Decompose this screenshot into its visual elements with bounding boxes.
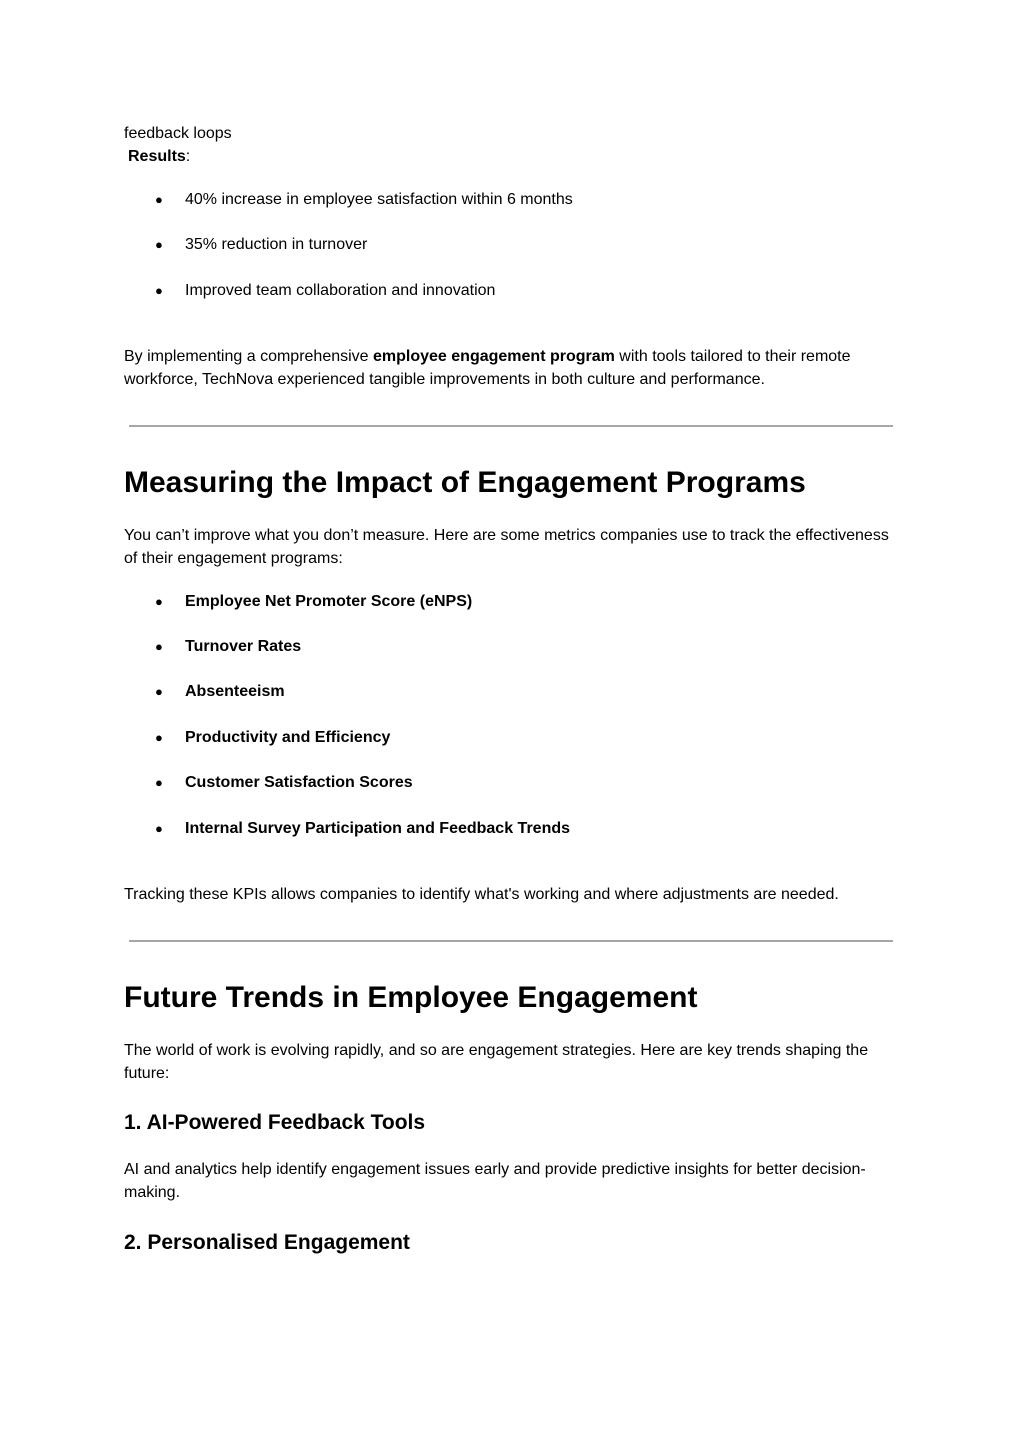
- continued-text: feedback loops: [124, 125, 232, 142]
- metric-item-text: Customer Satisfaction Scores: [185, 774, 413, 791]
- results-item-text: 40% increase in employee satisfaction within 6 months: [185, 191, 573, 208]
- bullet-icon: ●: [155, 237, 163, 252]
- results-colon: :: [185, 148, 191, 165]
- summary-bold-phrase: employee engagement program: [373, 348, 615, 365]
- summary-paragraph: [124, 345, 896, 391]
- trend-1-title: 1. AI-Powered Feedback Tools: [124, 1111, 426, 1134]
- bullet-icon: ●: [155, 594, 163, 609]
- metric-item-text: Productivity and Efficiency: [185, 729, 391, 746]
- section-divider: [129, 425, 893, 427]
- metric-item-text: Absenteeism: [185, 683, 285, 700]
- summary-text-after: with tools tailored to their remote workforce, TechNova experienced tangible improvements in both culture and performance.: [124, 348, 851, 388]
- bullet-icon: ●: [155, 775, 163, 790]
- metric-item-text: Employee Net Promoter Score (eNPS): [185, 593, 473, 610]
- bullet-icon: ●: [155, 684, 163, 699]
- bullet-icon: ●: [155, 639, 163, 654]
- bullet-icon: ●: [155, 821, 163, 836]
- summary-text-before: By implementing a comprehensive: [124, 348, 374, 365]
- results-label-line: [128, 145, 190, 168]
- measuring-section-title: Measuring the Impact of Engagement Programs: [124, 466, 806, 499]
- measuring-conclusion: Tracking these KPIs allows companies to identify what's working and where adjustments are needed.: [124, 886, 839, 903]
- trend-1-paragraph: AI and analytics help identify engagement issues early and provide predictive insights for better decision-making.: [124, 1161, 866, 1201]
- trends-intro-paragraph: The world of work is evolving rapidly, and so are engagement strategies. Here are key trends shaping the future:: [124, 1042, 869, 1082]
- bullet-icon: ●: [155, 730, 163, 745]
- results-item-text: 35% reduction in turnover: [185, 236, 368, 253]
- results-item-text: Improved team collaboration and innovation: [185, 282, 496, 299]
- bullet-icon: ●: [155, 283, 163, 298]
- results-label: Results: [128, 148, 186, 165]
- metric-item-text: Internal Survey Participation and Feedback Trends: [185, 820, 571, 837]
- trends-section-title: Future Trends in Employee Engagement: [124, 981, 698, 1014]
- measuring-intro-paragraph: You can’t improve what you don’t measure. Here are some metrics companies use to track the effectiveness of their engagement programs:: [124, 527, 889, 567]
- bullet-icon: ●: [155, 192, 163, 207]
- section-divider: [129, 940, 893, 942]
- trend-2-title: 2. Personalised Engagement: [124, 1231, 410, 1254]
- metric-item-text: Turnover Rates: [185, 638, 302, 655]
